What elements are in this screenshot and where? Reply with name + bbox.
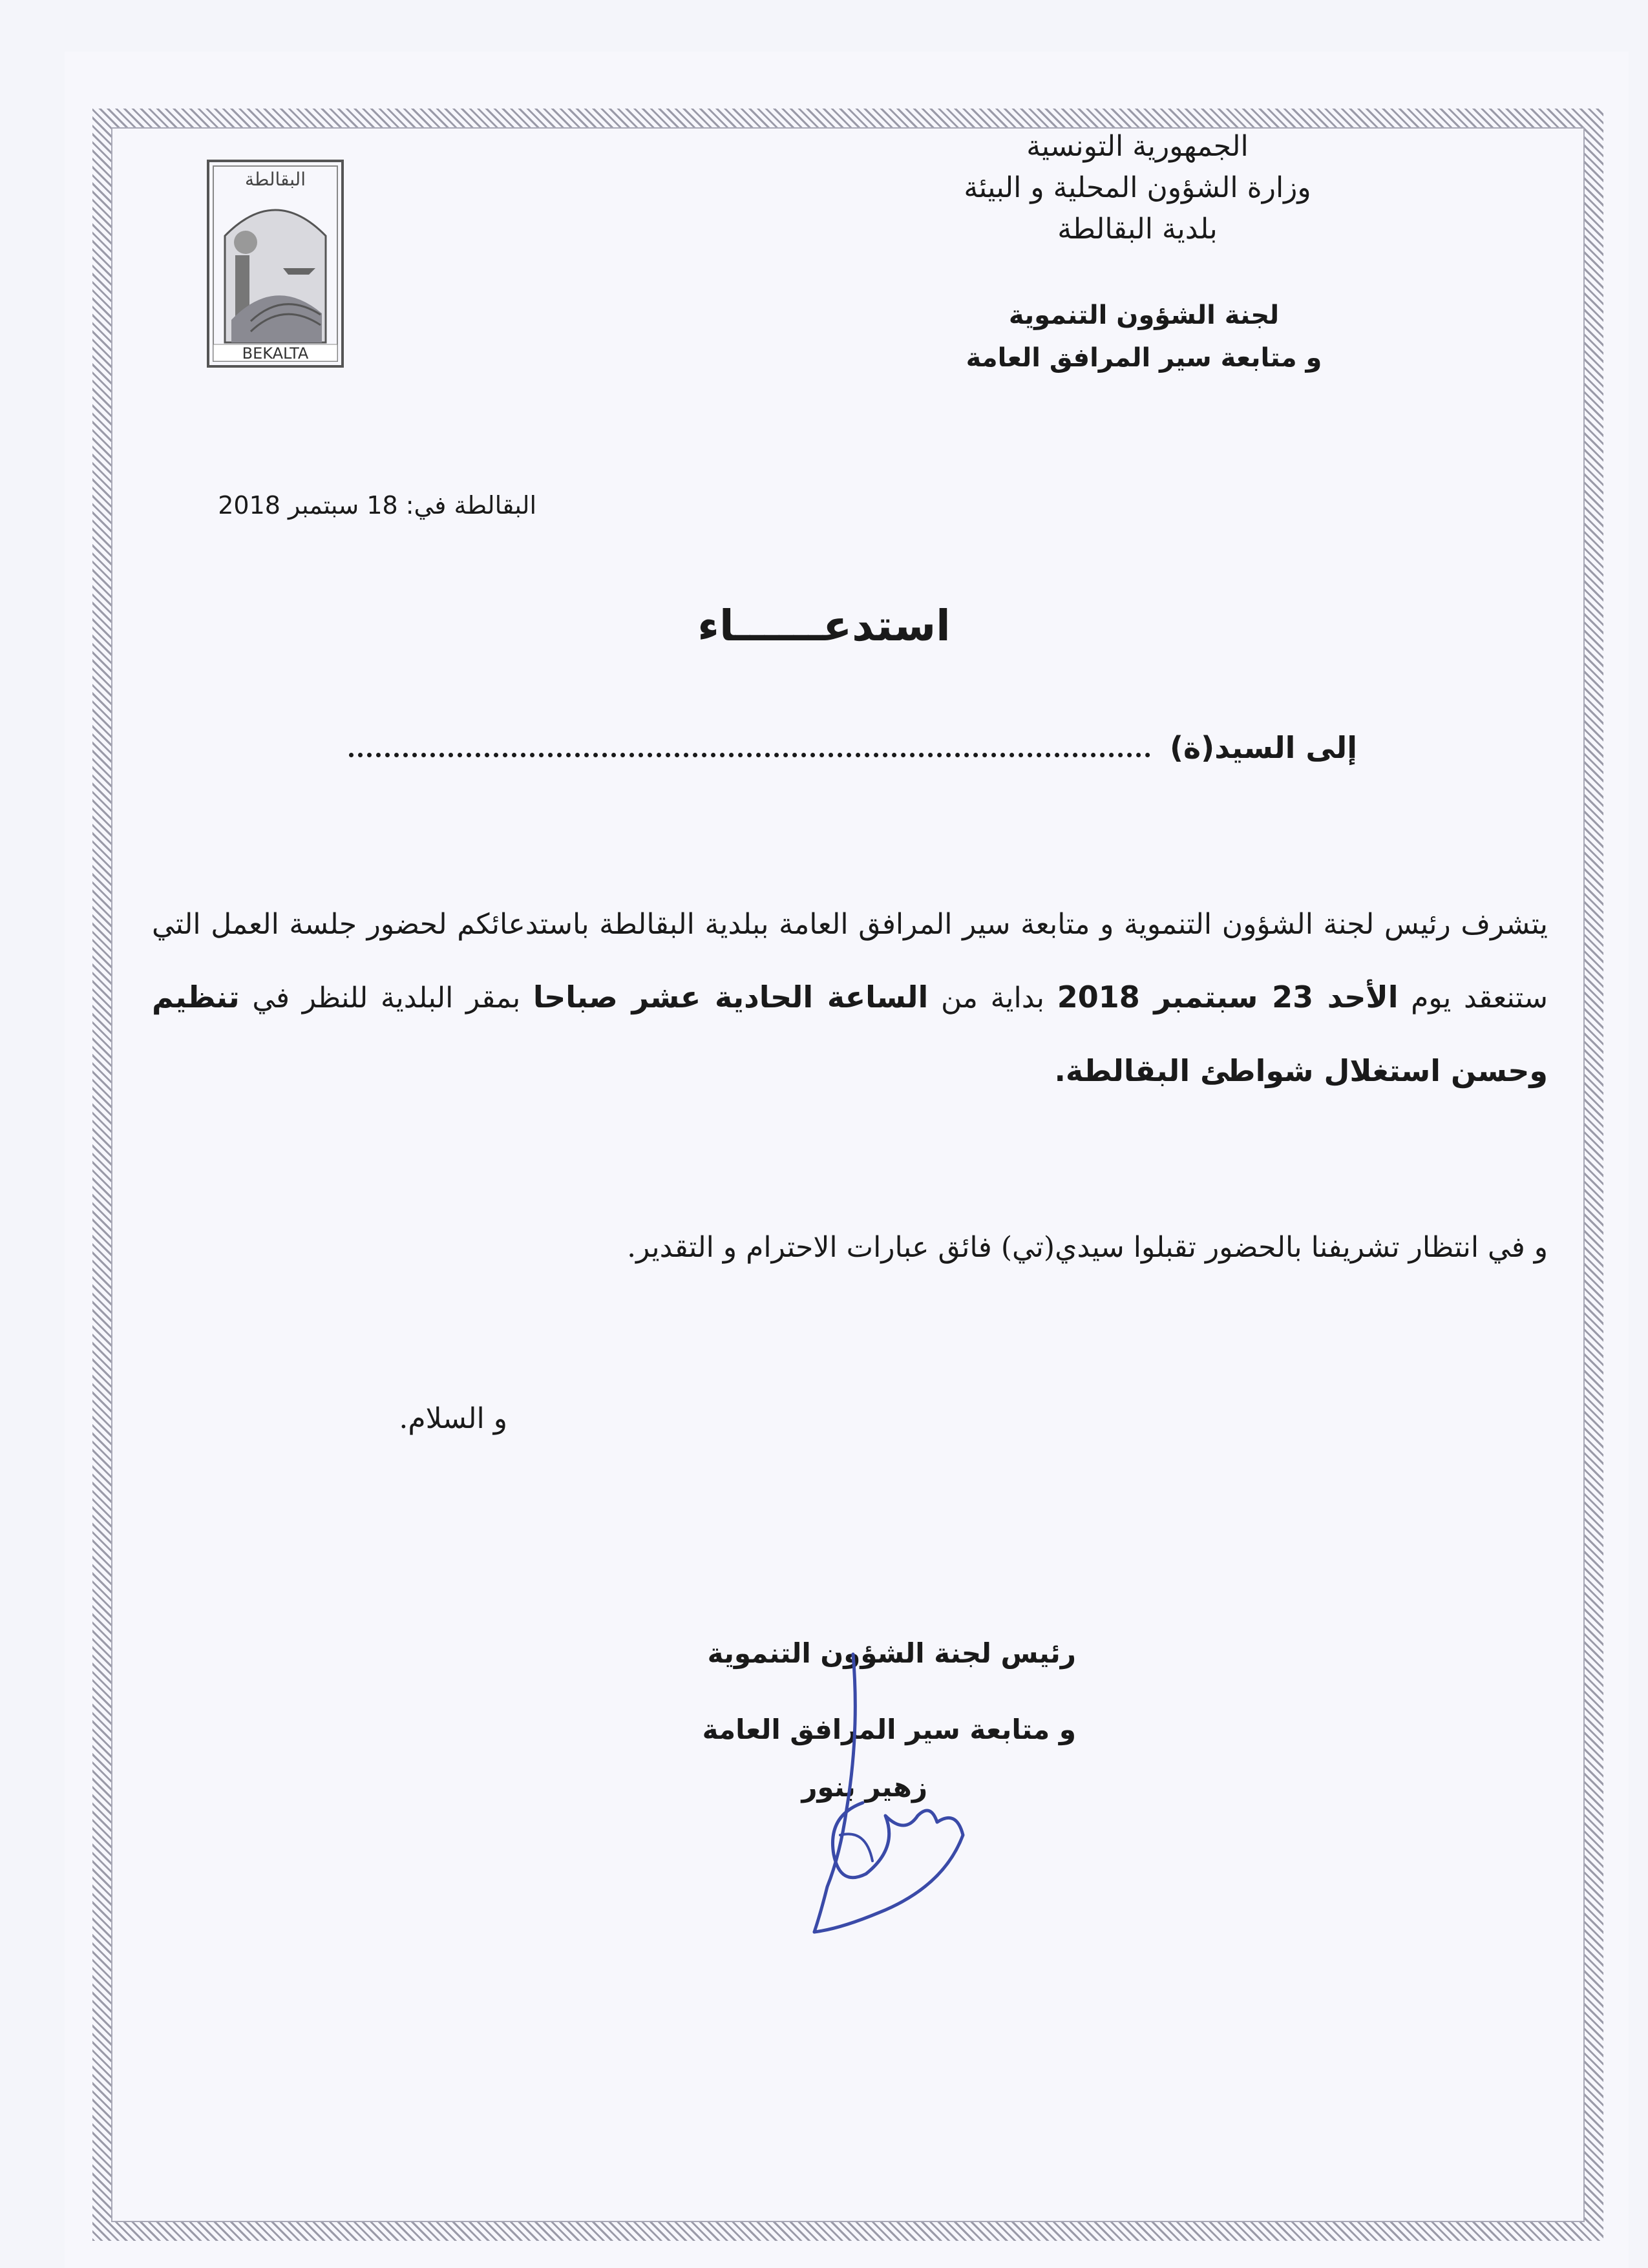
handwritten-signature [801, 1641, 976, 1938]
signer-title-1: رئيس لجنة الشؤون التنموية [707, 1637, 1076, 1669]
closing-line: و في انتظار تشريفنا بالحضور تقبلوا سيدي(تي) فائق عبارات الاحترام و التقدير. [627, 1231, 1548, 1264]
logo-latin-text: BEKALTA [242, 344, 309, 362]
country-name: الجمهورية التونسية [1026, 130, 1249, 163]
signature-block [494, 1615, 1076, 1807]
letterhead [814, 126, 1461, 250]
logo-arabic-text: البقالطة [245, 169, 306, 190]
recipient-line [194, 730, 1357, 765]
date-line: البقالطة في: 18 سبتمبر 2018 [218, 491, 536, 520]
committee-heading [853, 294, 1435, 379]
committee-line-2: و متابعة سير المرافق العامة [966, 343, 1322, 373]
committee-line-1: لجنة الشؤون التنموية [1008, 300, 1280, 330]
meeting-date: الأحد 23 سبتمبر 2018 [1057, 980, 1399, 1014]
body-text-2: بداية من [940, 982, 1045, 1014]
recipient-blank-dots [349, 739, 1150, 757]
municipality-logo [206, 158, 345, 369]
recipient-label: إلى السيد(ة) [1170, 730, 1357, 765]
meeting-time: الساعة الحادية عشر صباحا [533, 980, 929, 1014]
meeting-subject: تنظيم وحسن استغلال شواطئ البقالطة. [152, 980, 1548, 1088]
invitation-body [152, 888, 1548, 1108]
document-title: استدعــــــاء [697, 601, 951, 651]
body-text-1: يتشرف رئيس لجنة الشؤون التنموية و متابعة سير المرافق العامة ببلدية البقالطة باستدعائكم لحضور جلسة العمل التي ستنعقد يوم [152, 908, 1548, 1014]
ministry-name: وزارة الشؤون المحلية و البيئة [964, 171, 1311, 204]
municipality-name: بلدية البقالطة [1057, 213, 1218, 246]
body-text-3: بمقر البلدية للنظر في [252, 982, 521, 1014]
salutation: و السلام. [399, 1402, 507, 1435]
signer-title-2: و متابعة سير المرافق العامة [702, 1714, 1076, 1745]
signer-name: زهير بنور [801, 1771, 927, 1803]
